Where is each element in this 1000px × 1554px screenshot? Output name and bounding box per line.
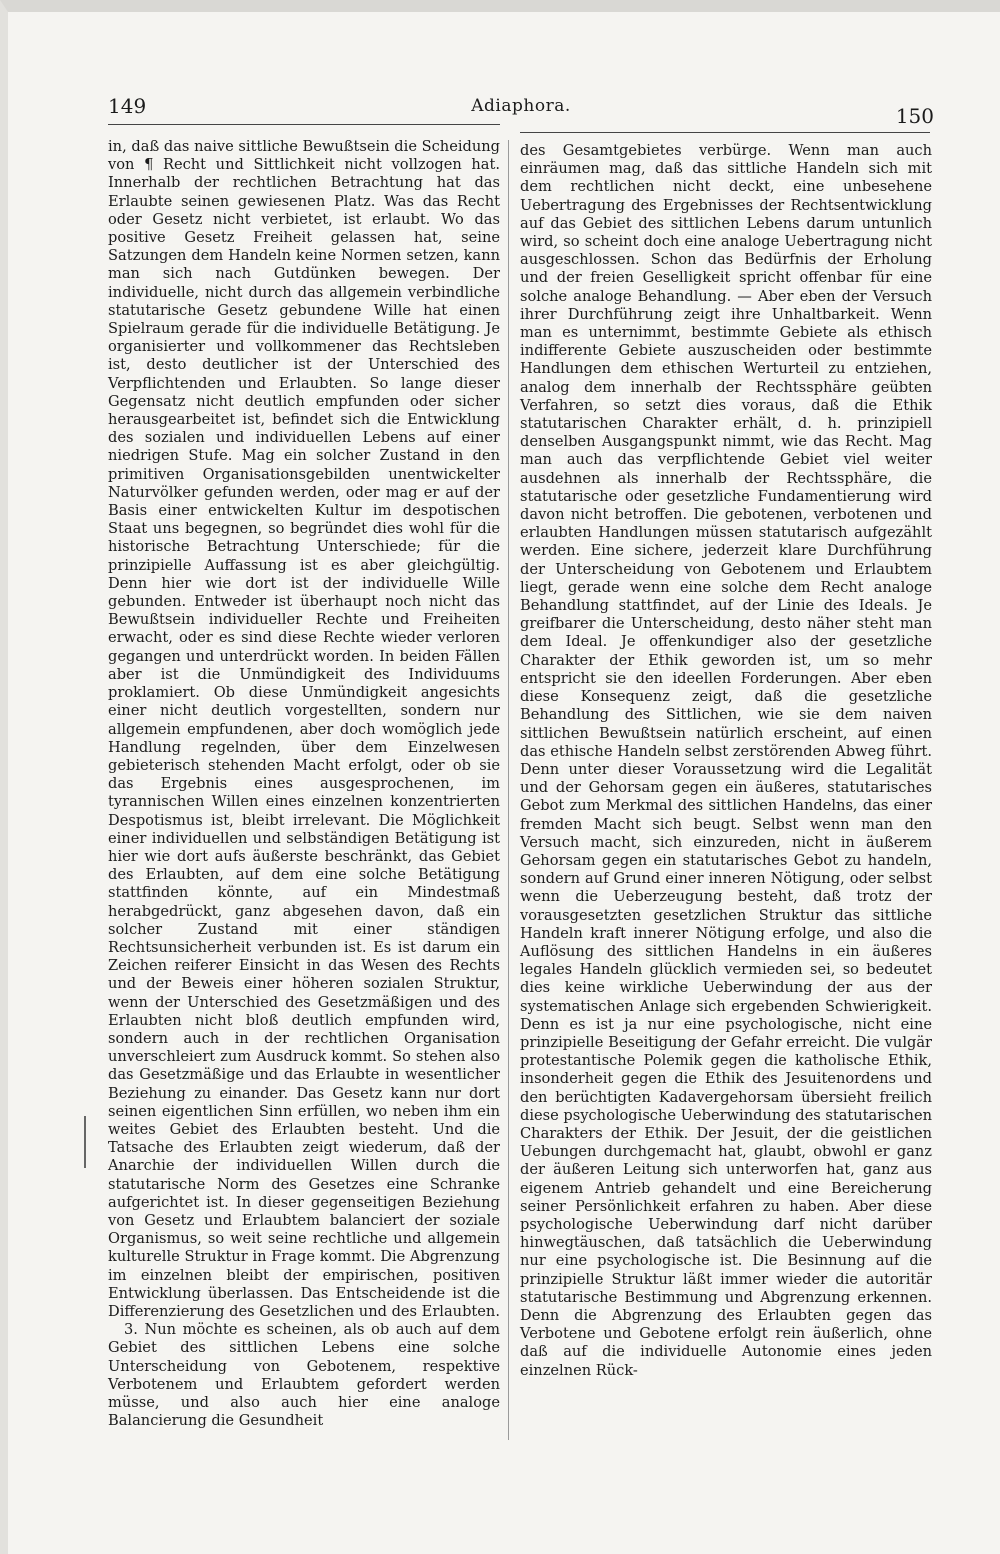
- column-gutter: [508, 140, 509, 1440]
- right-column: [520, 142, 932, 1380]
- page-number-left: 149: [108, 94, 147, 118]
- page-number-right: 150: [895, 104, 934, 128]
- running-header: [108, 84, 934, 128]
- margin-mark: [84, 1116, 86, 1168]
- paragraph: in, daß das naive sittliche Bewußtsein die Scheidung von ¶ Recht und Sittlichkeit nicht vollzogen hat. Innerhalb der rechtlichen Betrachtung hat das Erlaubte seinen gewiesenen Platz. Was das Recht oder Gesetz nicht verbietet, ist erlaubt. Wo das positive Gesetz Freiheit gelassen hat, seine Satzungen dem Handeln keine Normen setzen, kann man sich nach Gutdünken bewegen. Der individuelle, nicht durch das allgemein verbindliche statutarische Gesetz gebundene Wille hat einen Spielraum gerade für die individuelle Betätigung. Je organisierter und vollkommener das Rechtsleben ist, desto deutlicher ist der Unterschied des Verpflichtenden und Erlaubten. So lange dieser Gegensatz nicht deutlich empfunden oder sicher herausgearbeitet ist, befindet sich die Entwicklung des sozialen und individuellen Lebens auf einer niedrigen Stufe. Mag ein solcher Zustand in den primitiven Organisationsgebilden unentwickelter Naturvölker gefunden werden, oder mag er auf der Basis einer entwickelten Kultur im despotischen Staat uns begegnen, so begründet dies wohl für die historische Betrachtung Unterschiede; für die prinzipielle Auffassung ist es aber gleichgültig. Denn hier wie dort ist der individuelle Wille gebunden. Entweder ist überhaupt noch nicht das Bewußtsein individueller Rechte und Freiheiten erwacht, oder es sind diese Rechte wieder verloren gegangen und unterdrückt worden. In beiden Fällen aber ist die Unmündigkeit des Individuums proklamiert. Ob diese Unmündigkeit angesichts einer nicht deutlich vorgestellten, sondern nur allgemein empfundenen, aber doch womöglich jede Handlung regelnden, über dem Einzelwesen gebieterisch stehenden Macht erfolgt, oder ob sie das Ergebnis eines ausgesprochenen, im tyrannischen Willen eines einzelnen konzentrierten Despotismus ist, bleibt irrelevant. Die Möglichkeit einer individuellen und selbständigen Betätigung ist hier wie dort aufs äußerste beschränkt, das Gebiet des Erlaubten, auf dem eine solche Betätigung stattfinden könnte, auf ein Mindestmaß herabgedrückt, ganz abgesehen davon, daß ein solcher Zustand mit einer ständigen Rechtsunsicherheit verbunden ist. Es ist darum ein Zeichen reiferer Einsicht in das Wesen des Rechts und der Beweis einer höheren sozialen Struktur, wenn der Unterschied des Gesetzmäßigen und des Erlaubten nicht bloß deutlich empfunden wird, sondern auch in der rechtlichen Organisation unverschleiert zum Ausdruck kommt. So stehen also das Gesetzmäßige und das Erlaubte in wesentlicher Beziehung zu einander. Das Gesetz kann nur dort seinen eigentlichen Sinn erfüllen, wo neben ihm ein weites Gebiet des Erlaubten besteht. Und die Tatsache des Erlaubten zeigt wiederum, daß der Anarchie der individuellen Willen durch die statutarische Norm des Gesetzes eine Schranke aufgerichtet ist. In dieser gegenseitigen Beziehung von Gesetz und Erlaubtem balanciert der soziale Organismus, so weit seine rechtliche und allgemein kulturelle Struktur in Frage kommt. Die Abgrenzung im einzelnen bleibt der empirischen, positiven Entwicklung überlassen. Das Entscheidende ist die Differenzierung des Gesetzlichen und des Erlaubten.: [108, 138, 500, 1320]
- paragraph: 3. Nun möchte es scheinen, als ob auch auf dem Gebiet des sittlichen Lebens eine solche Unterscheidung von Gebotenem, respektive Verbotenem und Erlaubtem gefordert werden müsse, und also auch hier eine analoge Balancierung die Gesundheit: [108, 1321, 500, 1430]
- header-rule-right: [520, 132, 930, 133]
- paragraph: des Gesamtgebietes verbürge. Wenn man auch einräumen mag, daß das sittliche Handeln sich mit dem rechtlichen nicht deckt, eine unbesehene Uebertragung des Ergebnisses der Rechtsentwicklung auf das Gebiet des sittlichen Lebens darum untunlich wird, so scheint doch eine analoge Uebertragung nicht ausgeschlossen. Schon das Bedürfnis der Erholung und der freien Geselligkeit spricht offenbar für eine solche analoge Behandlung. — Aber eben der Versuch ihrer Durchführung zeigt ihre Unhaltbarkeit. Wenn man es unternimmt, bestimmte Gebiete als ethisch indifferente Gebiete auszuscheiden oder bestimmte Handlungen dem ethischen Werturteil zu entziehen, analog dem innerhalb der Rechtssphäre geübten Verfahren, so setzt dies voraus, daß die Ethik statutarischen Charakter erhält, d. h. prinzipiell denselben Ausgangspunkt nimmt, wie das Recht. Mag man auch das verpflichtende Gebiet viel weiter ausdehnen als innerhalb der Rechtssphäre, die statutarische oder gesetzliche Fundamentierung wird davon nicht betroffen. Die gebotenen, verbotenen und erlaubten Handlungen müssen statutarisch aufgezählt werden. Eine sichere, jederzeit klare Durchführung der Unterscheidung von Gebotenem und Erlaubtem liegt, gerade wenn eine solche dem Recht analoge Behandlung stattfindet, auf der Linie des Ideals. Je greifbarer die Unterscheidung, desto näher steht man dem Ideal. Je offenkundiger also der gesetzliche Charakter der Ethik geworden ist, um so mehr entspricht sie den ideellen Forderungen. Aber eben diese Konsequenz zeigt, daß die gesetzliche Behandlung des Sittlichen, wie sie dem naiven sittlichen Bewußtsein natürlich erscheint, auf einen das ethische Handeln selbst zerstörenden Abweg führt. Denn unter dieser Voraussetzung wird die Legalität und der Gehorsam gegen ein äußeres, statutarisches Gebot zum Merkmal des sittlichen Handelns, das einer fremden Macht sich beugt. Selbst wenn man den Versuch macht, sich einzureden, nicht in äußerem Gehorsam gegen ein statutarisches Gebot zu handeln, sondern auf Grund einer inneren Nötigung, oder selbst wenn die Ueberzeugung besteht, daß trotz der vorausgesetzten gesetzlichen Struktur das sittliche Handeln kraft innerer Nötigung erfolge, und also die Auflösung des sittlichen Handelns in ein äußeres legales Handeln glücklich vermieden sei, so bedeutet dies keine wirkliche Ueberwindung der aus der systematischen Anlage sich ergebenden Schwierigkeit. Denn es ist ja nur eine psychologische, nicht eine prinzipielle Beseitigung der Gefahr erreicht. Die vulgär protestantische Polemik gegen die katholische Ethik, insonderheit gegen die Ethik des Jesuitenordens und den berüchtigten Kadavergehorsam übersieht freilich diese psychologische Ueberwindung des statutarischen Charakters der Ethik. Der Jesuit, der die geistlichen Uebungen durchgemacht hat, glaubt, obwohl er ganz der äußeren Leitung sich unterworfen hat, ganz aus eigenem Antrieb gehandelt und eine Bereicherung seiner Persönlichkeit erfahren zu haben. Aber diese psychologische Ueberwindung darf nicht darüber hinwegtäuschen, daß tatsächlich die Ueberwindung nur eine psychologische ist. Die Besinnung auf die prinzipielle Struktur läßt immer wieder die autoritär statutarische Bestimmung und Abgrenzung erkennen. Denn die Abgrenzung des Erlaubten gegen das Verbotene und Gebotene erfolgt rein äußerlich, ohne daß auf die individuelle Autonomie eines jeden einzelnen Rück-: [520, 142, 932, 1379]
- running-title: Adiaphora.: [471, 96, 571, 116]
- header-rule-left: [108, 124, 500, 125]
- left-column: [108, 138, 500, 1430]
